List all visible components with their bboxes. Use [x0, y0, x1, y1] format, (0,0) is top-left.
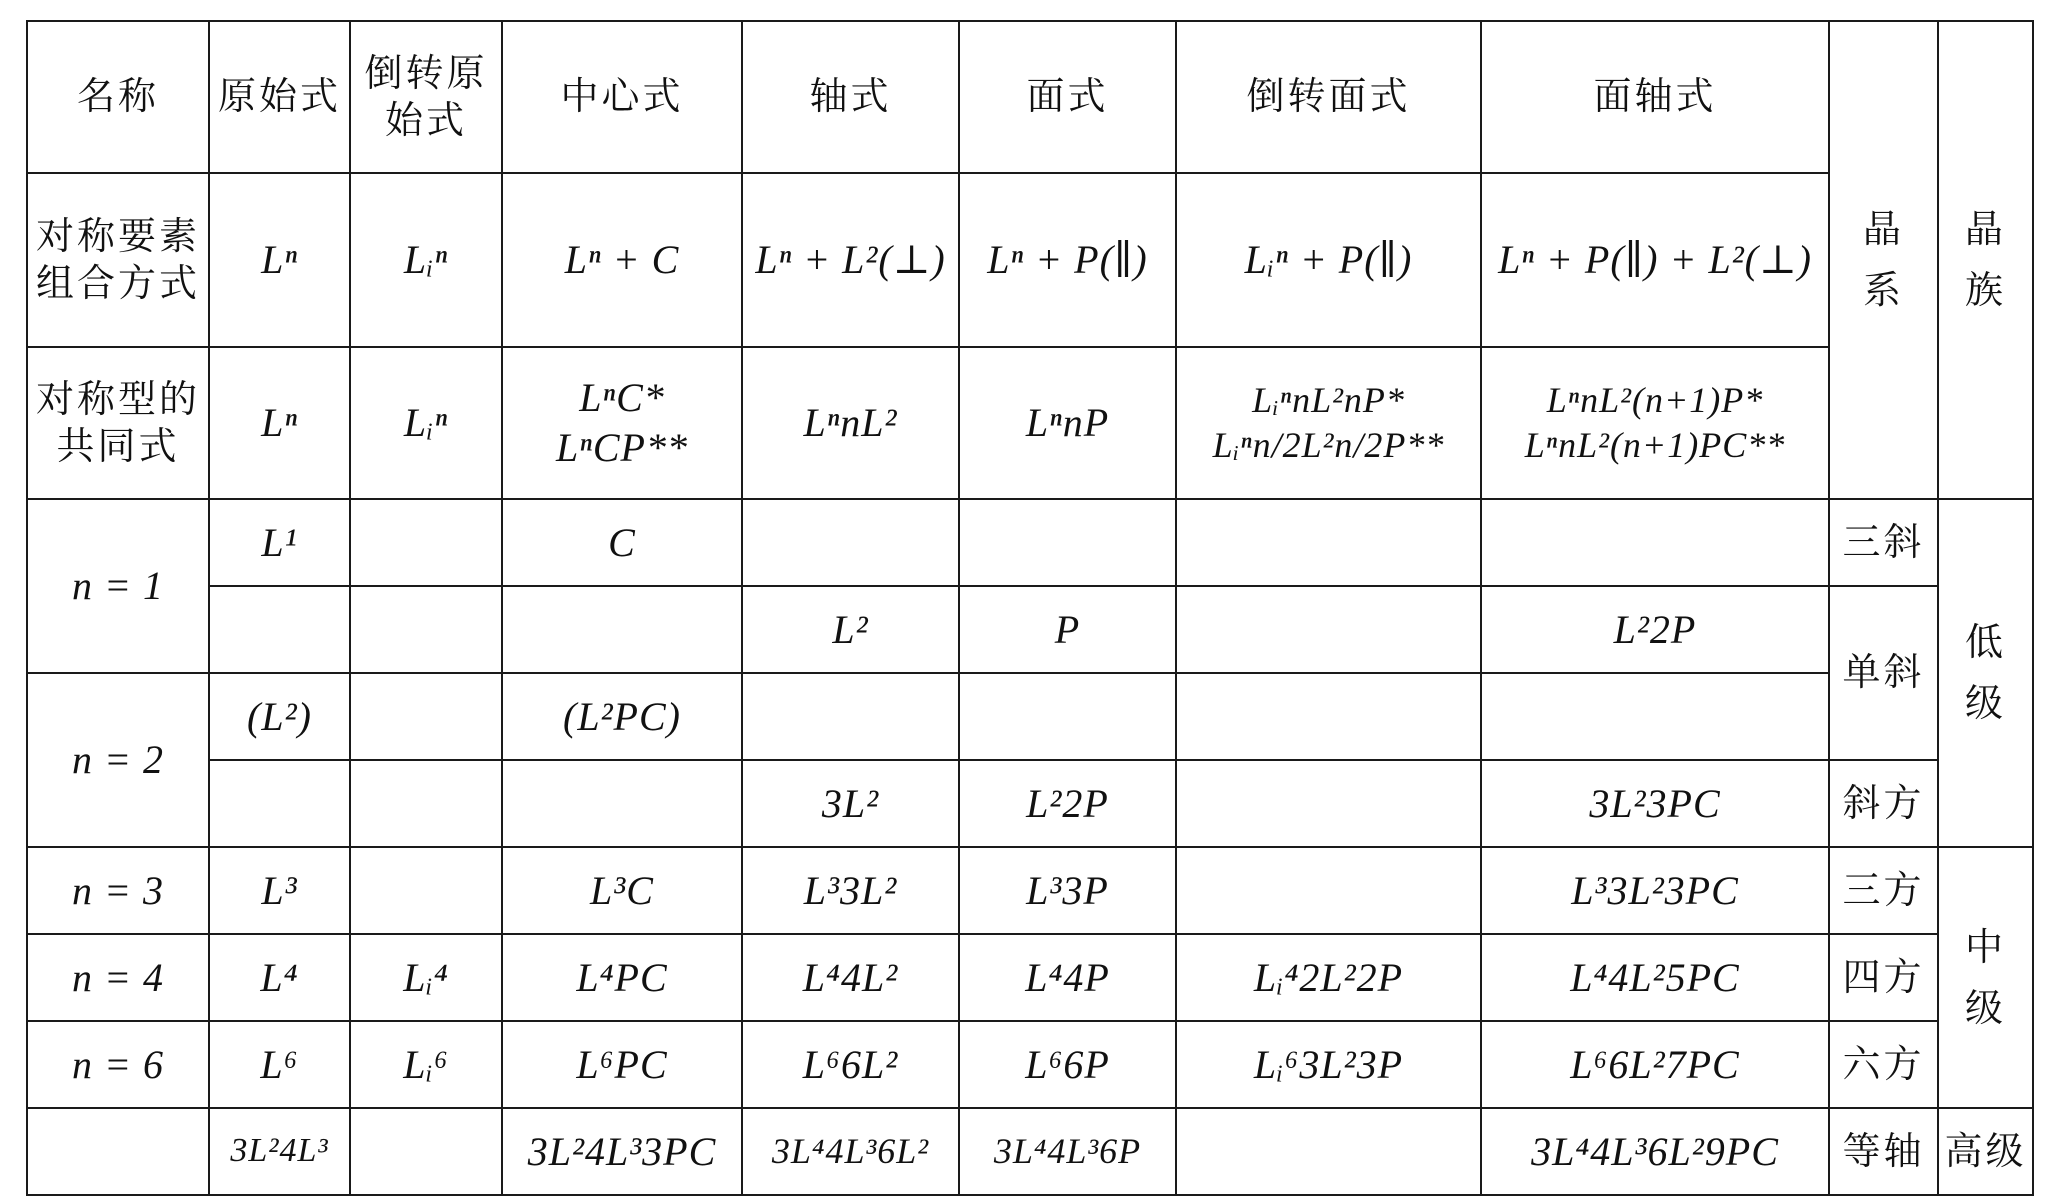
- header-name: 名称: [27, 21, 209, 173]
- n2b-inverse-planar: [1176, 760, 1481, 847]
- general-axial: LⁿnL²: [742, 347, 959, 499]
- n2b-planar: L²2P: [959, 760, 1176, 847]
- cubic-centric: 3L²4L³3PC: [502, 1108, 742, 1195]
- header-planar: 面式: [959, 21, 1176, 173]
- n3-inverse-primitive: [350, 847, 502, 934]
- n1-inverse-primitive: [350, 499, 502, 586]
- n1b-planar-axial: L²2P: [1481, 586, 1829, 673]
- n1-inverse-planar: [1176, 499, 1481, 586]
- n1b-inverse-primitive: [350, 586, 502, 673]
- n1-centric: C: [502, 499, 742, 586]
- system-tetragonal: 四方: [1829, 934, 1938, 1021]
- n3-planar: L³3P: [959, 847, 1176, 934]
- row-label-general-form: 对称型的共同式: [27, 347, 209, 499]
- row-label-n6: n = 6: [27, 1021, 209, 1108]
- n2b-inverse-primitive: [350, 760, 502, 847]
- n4-inverse-planar: Lᵢ⁴2L²2P: [1176, 934, 1481, 1021]
- n2-planar: [959, 673, 1176, 760]
- n4-primitive: L⁴: [209, 934, 350, 1021]
- header-centric: 中心式: [502, 21, 742, 173]
- system-orthorhombic: 斜方: [1829, 760, 1938, 847]
- n3-axial: L³3L²: [742, 847, 959, 934]
- system-cubic: 等轴: [1829, 1108, 1938, 1195]
- general-inverse-planar-line1: LᵢⁿnL²nP*: [1252, 380, 1405, 420]
- general-inverse-planar-line2: Lᵢⁿn/2L²n/2P**: [1212, 425, 1445, 465]
- general-centric-line1: LⁿC*: [579, 375, 665, 420]
- n6-inverse-planar: Lᵢ⁶3L²3P: [1176, 1021, 1481, 1108]
- cubic-axial: 3L⁴4L³6L²: [742, 1108, 959, 1195]
- general-inverse-primitive: Lᵢⁿ: [350, 347, 502, 499]
- family-low: 低级: [1938, 499, 2033, 847]
- general-planar: LⁿnP: [959, 347, 1176, 499]
- row-label-n4: n = 4: [27, 934, 209, 1021]
- general-planar-axial: [1481, 347, 1829, 499]
- n3-inverse-planar: [1176, 847, 1481, 934]
- n2b-axial: 3L²: [742, 760, 959, 847]
- combination-inverse-planar: Lᵢⁿ + P(∥): [1176, 173, 1481, 347]
- header-axial: 轴式: [742, 21, 959, 173]
- n1-planar: [959, 499, 1176, 586]
- row-label-combination: 对称要素组合方式: [27, 173, 209, 347]
- system-trigonal: 三方: [1829, 847, 1938, 934]
- cubic-planar-axial: 3L⁴4L³6L²9PC: [1481, 1108, 1829, 1195]
- n6-axial: L⁶6L²: [742, 1021, 959, 1108]
- header-crystal-system: 晶系: [1829, 21, 1938, 499]
- n1b-planar: P: [959, 586, 1176, 673]
- n6-planar-axial: L⁶6L²7PC: [1481, 1021, 1829, 1108]
- header-planar-axial: 面轴式: [1481, 21, 1829, 173]
- n3-centric: L³C: [502, 847, 742, 934]
- cubic-primitive: 3L²4L³: [209, 1108, 350, 1195]
- n4-planar: L⁴4P: [959, 934, 1176, 1021]
- n6-centric: L⁶PC: [502, 1021, 742, 1108]
- row-label-cubic: [27, 1108, 209, 1195]
- n6-inverse-primitive: Lᵢ⁶: [350, 1021, 502, 1108]
- n2b-centric: [502, 760, 742, 847]
- n3-planar-axial: L³3L²3PC: [1481, 847, 1829, 934]
- n2-inverse-planar: [1176, 673, 1481, 760]
- symmetry-classes-table: [26, 20, 2034, 1196]
- header-inverse-primitive: 倒转原始式: [350, 21, 502, 173]
- header-crystal-family: 晶族: [1938, 21, 2033, 499]
- cubic-inverse-planar: [1176, 1108, 1481, 1195]
- cubic-planar: 3L⁴4L³6P: [959, 1108, 1176, 1195]
- n2-primitive: (L²): [209, 673, 350, 760]
- n2-planar-axial: [1481, 673, 1829, 760]
- general-primitive: Lⁿ: [209, 347, 350, 499]
- n3-primitive: L³: [209, 847, 350, 934]
- general-planar-axial-line1: LⁿnL²(n+1)P*: [1546, 380, 1764, 420]
- n1b-centric: [502, 586, 742, 673]
- header-inverse-planar: 倒转面式: [1176, 21, 1481, 173]
- general-inverse-planar: [1176, 347, 1481, 499]
- combination-axial: Lⁿ + L²(⊥): [742, 173, 959, 347]
- n6-primitive: L⁶: [209, 1021, 350, 1108]
- n4-centric: L⁴PC: [502, 934, 742, 1021]
- n1-primitive: L¹: [209, 499, 350, 586]
- row-label-n3: n = 3: [27, 847, 209, 934]
- n4-axial: L⁴4L²: [742, 934, 959, 1021]
- combination-centric: Lⁿ + C: [502, 173, 742, 347]
- general-planar-axial-line2: LⁿnL²(n+1)PC**: [1524, 425, 1786, 465]
- row-label-n1: n = 1: [27, 499, 209, 673]
- n2-axial: [742, 673, 959, 760]
- combination-inverse-primitive: Lᵢⁿ: [350, 173, 502, 347]
- combination-planar-axial: Lⁿ + P(∥) + L²(⊥): [1481, 173, 1829, 347]
- n1-axial: [742, 499, 959, 586]
- n2-centric: (L²PC): [502, 673, 742, 760]
- family-mid: 中级: [1938, 847, 2033, 1108]
- n2-inverse-primitive: [350, 673, 502, 760]
- general-centric-line2: LⁿCP**: [556, 425, 688, 470]
- row-label-n2: n = 2: [27, 673, 209, 847]
- system-hexagonal: 六方: [1829, 1021, 1938, 1108]
- n1b-inverse-planar: [1176, 586, 1481, 673]
- n4-inverse-primitive: Lᵢ⁴: [350, 934, 502, 1021]
- family-high: 高级: [1938, 1108, 2033, 1195]
- combination-primitive: Lⁿ: [209, 173, 350, 347]
- n4-planar-axial: L⁴4L²5PC: [1481, 934, 1829, 1021]
- system-monoclinic: 单斜: [1829, 586, 1938, 760]
- combination-planar: Lⁿ + P(∥): [959, 173, 1176, 347]
- cubic-inverse-primitive: [350, 1108, 502, 1195]
- n1b-primitive: [209, 586, 350, 673]
- n2b-planar-axial: 3L²3PC: [1481, 760, 1829, 847]
- n1b-axial: L²: [742, 586, 959, 673]
- n2b-primitive: [209, 760, 350, 847]
- n1-planar-axial: [1481, 499, 1829, 586]
- n6-planar: L⁶6P: [959, 1021, 1176, 1108]
- general-centric: [502, 347, 742, 499]
- system-triclinic: 三斜: [1829, 499, 1938, 586]
- header-primitive: 原始式: [209, 21, 350, 173]
